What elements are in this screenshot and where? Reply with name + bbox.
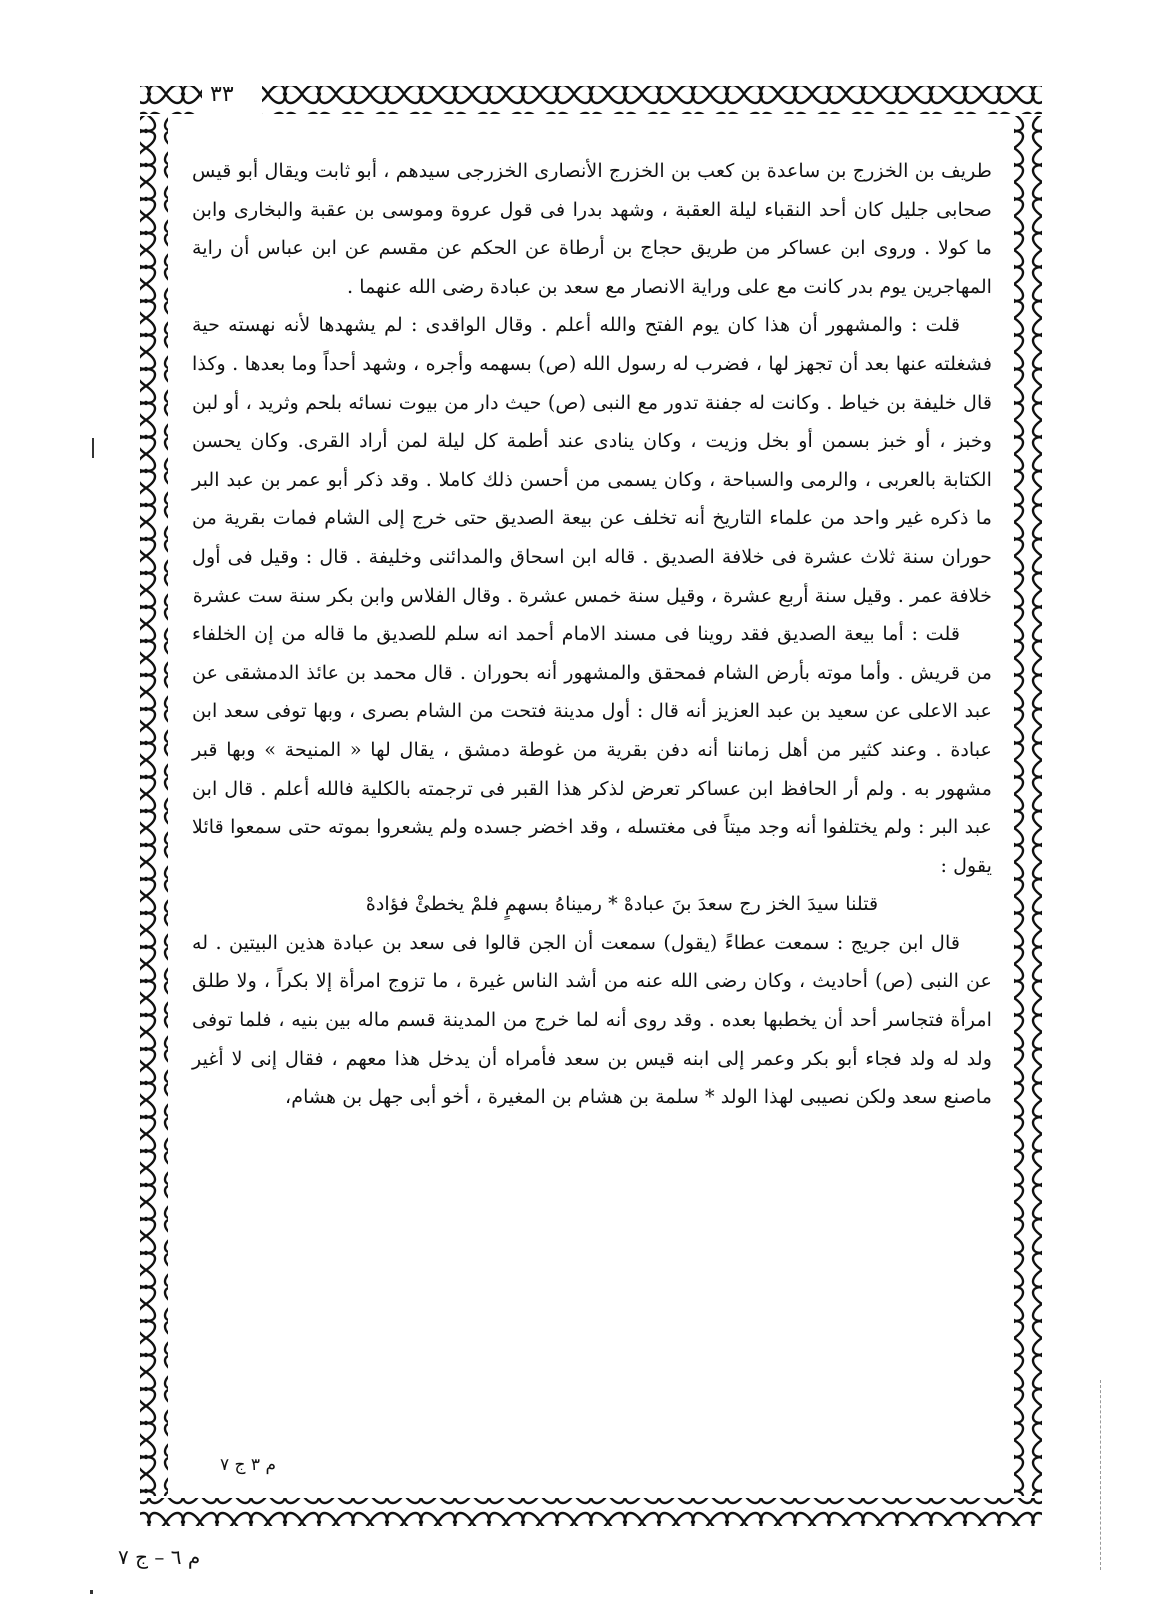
paragraph-3: قلت : أما بيعة الصديق فقد روينا فى مسند الامام أحمد انه سلم للصديق ما قاله من إن الخلفاء من قريش . وأما موته بأرض الشام فمحقق والمشهور أنه بحوران . قال محمد بن عائذ الدمشقى عن عبد الاعلى عن سعيد بن عبد العزيز أنه قال : أول مدينة فتحت من الشام بصرى ، وبها توفى سعد ابن عبادة . وعند كثير من أهل زماننا أنه دفن بقرية من غوطة دمشق ، يقال لها « المنيحة » وبها قبر مشهور به . ولم أر الحافظ ابن عساكر تعرض لذكر هذا القبر فى ترجمته بالكلية فالله أعلم . قال ابن عبد البر : ولم يختلفوا أنه وجد ميتاً فى مغتسله ، وقد اخضر جسده ولم يشعروا بموته حتى سمعوا قائلا يقول : bbox=[192, 622, 992, 877]
main-text bbox=[192, 152, 992, 1472]
scan-edge-line bbox=[1100, 1380, 1102, 1570]
paragraph-2: قلت : والمشهور أن هذا كان يوم الفتح والله أعلم . وقال الواقدى : لم يشهدها لأنه نهسته حية فشغلته عنها بعد أن تجهز لها ، فضرب له رسول الله (ص) بسهمه وأجره ، وشهد أحداً وما بعدها . وكذا قال خليفة بن خياط . وكانت له جفنة تدور مع النبى (ص) حيث دار من بيوت نسائه بلحم وثريد ، أو لبن وخبز ، أو خبز بسمن أو بخل وزيت ، وكان ينادى عند أطمة كل ليلة لمن أراد القرى. وكان يحسن الكتابة بالعربى ، والرمى والسباحة ، وكان يسمى من أحسن ذلك كاملا . وقد ذكر أبو عمر بن عبد البر ما ذكره غير واحد من علماء التاريخ أنه تخلف عن بيعة الصديق حتى خرج إلى الشام فمات بقرية من حوران سنة ثلاث عشرة فى خلافة الصديق . قاله ابن اسحاق والمدائنى وخليفة . قال : وقيل فى أول خلافة عمر . وقيل سنة أربع عشرة ، وقيل سنة خمس عشرة . وقال الفلاس وابن بكر سنة ست عشرة bbox=[192, 313, 992, 607]
border-left bbox=[140, 116, 168, 1496]
poem-verse: قتلنا سيدَ الخز رج سعدَ بنَ عبادهْ * رميناهُ بسهمٍ فلمْ يخطئْ فؤادهْ bbox=[365, 892, 879, 916]
border-top-left bbox=[140, 86, 202, 114]
margin-mark bbox=[92, 438, 94, 458]
page-number: ٣٣ bbox=[210, 82, 234, 107]
paragraph-1: طريف بن الخزرج بن ساعدة بن كعب بن الخزرج الأنصارى الخزرجى سيدهم ، أبو ثابت ويقال أبو قيس صحابى جليل كان أحد النقباء ليلة العقبة ، وشهد بدرا فى قول عروة وموسى بن عقبة والبخارى وابن ما كولا . وروى ابن عساكر من طريق حجاج بن أرطاة عن الحكم عن مقسم عن ابن عباس أن راية المهاجرين يوم بدر كانت مع على وراية الانصار مع سعد بن عبادة رضى الله عنهما . bbox=[192, 159, 992, 298]
signature-outer: م ٦ – ج ٧ bbox=[118, 1545, 201, 1569]
signature-inner: م ٣ ج ٧ bbox=[220, 1455, 276, 1475]
margin-dot bbox=[90, 1590, 93, 1594]
border-bottom bbox=[140, 1498, 1042, 1526]
page-frame bbox=[132, 80, 1050, 1535]
border-right bbox=[1014, 116, 1042, 1496]
paragraph-4: قال ابن جريج : سمعت عطاءً (يقول) سمعت أن الجن قالوا فى سعد بن عبادة هذين البيتين . له عن النبى (ص) أحاديث ، وكان رضى الله عنه من أشد الناس غيرة ، ما تزوج امرأة إلا بكراً ، ولا طلق امرأة فتجاسر أحد أن يخطبها بعده . وقد روى أنه لما خرج من المدينة قسم ماله بين بنيه ، فلما توفى ولد له ولد فجاء أبو بكر وعمر إلى ابنه قيس بن سعد فأمراه أن يدخل هذا معهم ، فقال إنى لا أغير ماصنع سعد ولكن نصيبى لهذا الولد * سلمة بن هشام بن المغيرة ، أخو أبى جهل بن هشام، bbox=[192, 930, 992, 1109]
border-top bbox=[262, 86, 1042, 114]
